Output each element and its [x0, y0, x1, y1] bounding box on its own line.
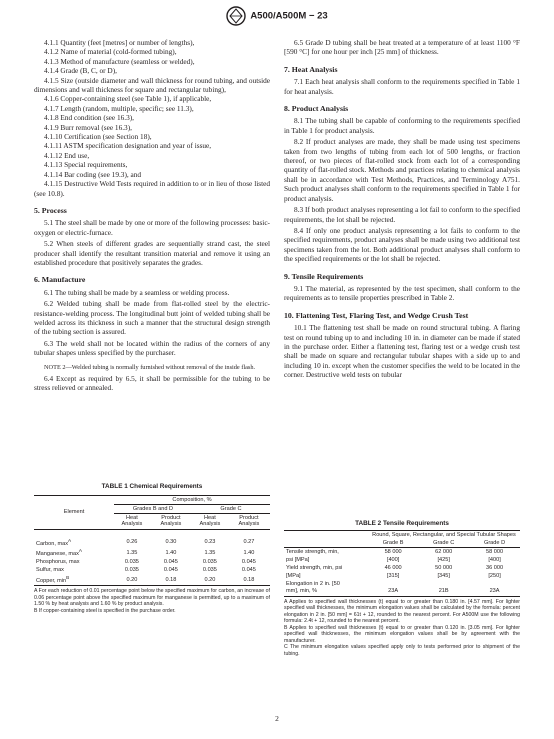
table-row: Carbon, $\max^A$ 0.26 0.30 0.23 0.27: [36, 537, 255, 547]
item: 4.1.14 Bar coding (see 19.3), and: [44, 169, 142, 179]
astm-logo-icon: [226, 6, 246, 26]
composition-header: Composition, %: [114, 496, 270, 505]
table-footnotes: [284, 599, 520, 658]
paragraph: 6.3 The weld shall not be located within the radius of the corners of any tubular shapes unless specified by the purchaser.: [34, 338, 270, 358]
footnote: A Applies to specified wall thicknesses (t) equal to or greater than 0.180 in. [4.57 mm]. For lighter specified wall thicknesses, the minimum elongation values shall be calculated by the formula: percent elongation in 2 in. [50 mm] = 61t + 12, rounded to the nearest percent. For A500M use the following formula: 2.4t + 12, rounded to the nearest percent.: [284, 598, 520, 625]
footnote: A For each reduction of 0.01 percentage point below the specified maximum for carbon, an increase of 0.06 percentage point above the specified maximum for manganese is permitted, up to a maximum of 1.50 % by heat analysis and 1.60 % by product analysis.: [34, 588, 270, 608]
column-header: Heat Analysis: [192, 513, 228, 529]
footnote: C The minimum elongation values specified apply only to tests performed prior to shipment of the tubing.: [284, 644, 520, 657]
table-heading: Round, Square, Rectangular, and Special Tubular Shapes: [372, 531, 516, 538]
item: 4.1.2 Name of material (cold-formed tubing),: [44, 47, 177, 57]
item: 4.1.7 Length (random, multiple, specific; see 11.3),: [44, 103, 194, 113]
column-header: Product Analysis: [228, 513, 270, 529]
table-row: [MPa] [315] [345] [250]: [286, 572, 501, 579]
table-row: psi [MPa] [400] [425] [400]: [286, 556, 501, 563]
item: 4.1.4 Grade (B, C, or D),: [44, 66, 117, 76]
table-row: mm], min, % 23A 21B 23A: [286, 588, 500, 595]
grade-header: Grade C: [192, 504, 270, 513]
item: 4.1.13 Special requirements,: [44, 160, 128, 170]
paragraph: 8.4 If only one product analysis representing a lot fails to conform to the specified requirements, product analyses shall be made using two additional test specimens taken from the lot. Both additional product analyses shall conform to the specified requirements or the lot shall be rejected.: [284, 225, 520, 264]
section-heading: 7. Heat Analysis: [284, 64, 338, 74]
item: 4.1.10 Certification (see Section 18),: [44, 132, 152, 142]
table-row: Manganese, $\max^A$ 1.35 1.40 1.35 1.40: [36, 548, 255, 558]
table-2: [284, 520, 520, 657]
column-header: Grade D: [469, 539, 520, 547]
item: 4.1.11 ASTM specification designation and year of issue,: [44, 141, 212, 151]
paragraph: 10.1 The flattening test shall be made on round structural tubing. A flaring test on round tubing up to and including 10 in. in diameter can be made if stated in the purchase order. Either a flattening test, flaring test or a wedge crush test shall be made on square and rectangular tubular shapes with a side up to and including 10 in. except when the customer specifies the weld to be located in the corner. Destructive weld tests on tubular: [284, 323, 520, 380]
table-footnotes: [34, 588, 270, 614]
item: 4.1.6 Copper-containing steel (see Table 1), if applicable,: [44, 94, 212, 104]
chemical-table: [34, 495, 270, 586]
paragraph: 9.1 The material, as represented by the test specimen, shall conform to the requirements as to tensile properties prescribed in Table 2.: [284, 283, 520, 303]
section-heading: 9. Tensile Requirements: [284, 271, 364, 281]
table-row: Copper, $\min^B$ 0.20 0.18 0.20 0.18: [36, 575, 255, 585]
section-heading: 10. Flattening Test, Flaring Test, and Wedge Crush Test: [284, 310, 469, 320]
page-header: [0, 6, 554, 26]
footnote: B Applies to specified wall thicknesses (t) equal to or greater than 0.120 in. [3.05 mm]. For lighter specified wall thicknesses, the minimum elongation values shall be by agreement with the manufacturer.: [284, 624, 520, 644]
paragraph: 5.2 When steels of different grades are sequentially strand cast, the steel producer shall identify the resultant transition material and remove it using an established procedure that positively separates the grades.: [34, 239, 270, 267]
paragraph: 8.1 The tubing shall be capable of conforming to the requirements specified in Table 1 for product analysis.: [284, 116, 520, 135]
section-heading: 8. Product Analysis: [284, 104, 349, 114]
designation: A500/A500M − 23: [250, 10, 328, 22]
paragraph: 8.3 If both product analyses representing a lot fail to conform to the specified requirements, the lot shall be rejected.: [284, 205, 520, 224]
paragraph: 6.2 Welded tubing shall be made from flat-rolled steel by the electric-resistance-welding process. The longitudinal butt joint of welded tubing shall be welded across its thickness in such a manner that the structural design strength of the tubing section is assured.: [34, 299, 270, 337]
column-header: Grade C: [418, 539, 469, 547]
paragraph: 5.1 The steel shall be made by one or more of the following processes: basic-oxygen or electric-furnace.: [34, 218, 270, 237]
page-number: 2: [275, 714, 279, 723]
table-caption: TABLE 2 Tensile Requirements: [355, 520, 449, 527]
item: 4.1.5 Size (outside diameter and wall thickness for round tubing, and outside dimensions and wall thickness for square and rectangular tubing),: [34, 75, 270, 95]
item: 4.1.8 End condition (see 16.3),: [44, 113, 134, 123]
table-row: Tensile strength, min, 58 000 62 000 58 000: [286, 548, 504, 555]
paragraph: 6.4 Except as required by 6.5, it shall be permissible for the tubing to be stress relieved or annealed.: [34, 373, 270, 392]
column-header: Heat Analysis: [114, 513, 150, 529]
left-column: [34, 38, 270, 392]
item: 4.1.1 Quantity (feet [metres] or number of lengths),: [44, 38, 195, 47]
paragraph: 7.1 Each heat analysis shall conform to the requirements specified in Table 1 for heat analysis.: [284, 77, 520, 96]
item: 4.1.12 End use,: [44, 150, 90, 160]
paragraph: 6.1 The tubing shall be made by a seamless or welding process.: [44, 287, 230, 297]
column-header: Grade B: [368, 539, 418, 547]
table-row: Sulfur, max 0.035 0.045 0.035 0.045: [36, 567, 256, 574]
element-header: Element: [34, 496, 114, 530]
note: NOTE 2—Welded tubing is normally furnished without removal of the inside flash.: [44, 363, 256, 371]
item: 4.1.9 Burr removal (see 16.3),: [44, 122, 132, 132]
paragraph: 8.2 If product analyses are made, they shall be made using test specimens taken from two lengths of tubing from each lot of 500 lengths, or fraction thereof, or two pieces of flat-rolled stock from each lot of a corresponding quantity of flat-rolled stock. Methods and practices relating to chemical analysis shall be in accordance with Test Methods, Practices, and Terminology A751. Such product analyses shall conform to the requirements specified in Table 1 for product analysis.: [284, 137, 520, 203]
table-row: Yield strength, min, psi 46 000 50 000 36 000: [286, 564, 504, 571]
item: 4.1.3 Method of manufacture (seamless or welded),: [44, 56, 195, 66]
table-1: [34, 483, 270, 614]
table-row: Phosphorus, max 0.035 0.045 0.035 0.045: [36, 559, 256, 566]
table-caption: TABLE 1 Chemical Requirements: [101, 483, 203, 490]
item: 4.1.15 Destructive Weld Tests required in addition to or in lieu of those listed (see 10.8).: [34, 179, 270, 198]
tensile-table: [284, 530, 520, 597]
right-column: [284, 38, 520, 380]
footnote: B If copper-containing steel is specified in the purchase order.: [34, 607, 176, 614]
section-heading: 6. Manufacture: [34, 275, 86, 285]
paragraph: 6.5 Grade D tubing shall be heat treated at a temperature of at least 1100 °F [590 °C] for one hour per inch [25 mm] of thickness.: [284, 38, 520, 57]
grade-header: Grades B and D: [114, 504, 192, 513]
table-row: Elongation in 2 in. [50: [286, 580, 340, 587]
column-header: Product Analysis: [150, 513, 192, 529]
section-heading: 5. Process: [34, 205, 67, 215]
